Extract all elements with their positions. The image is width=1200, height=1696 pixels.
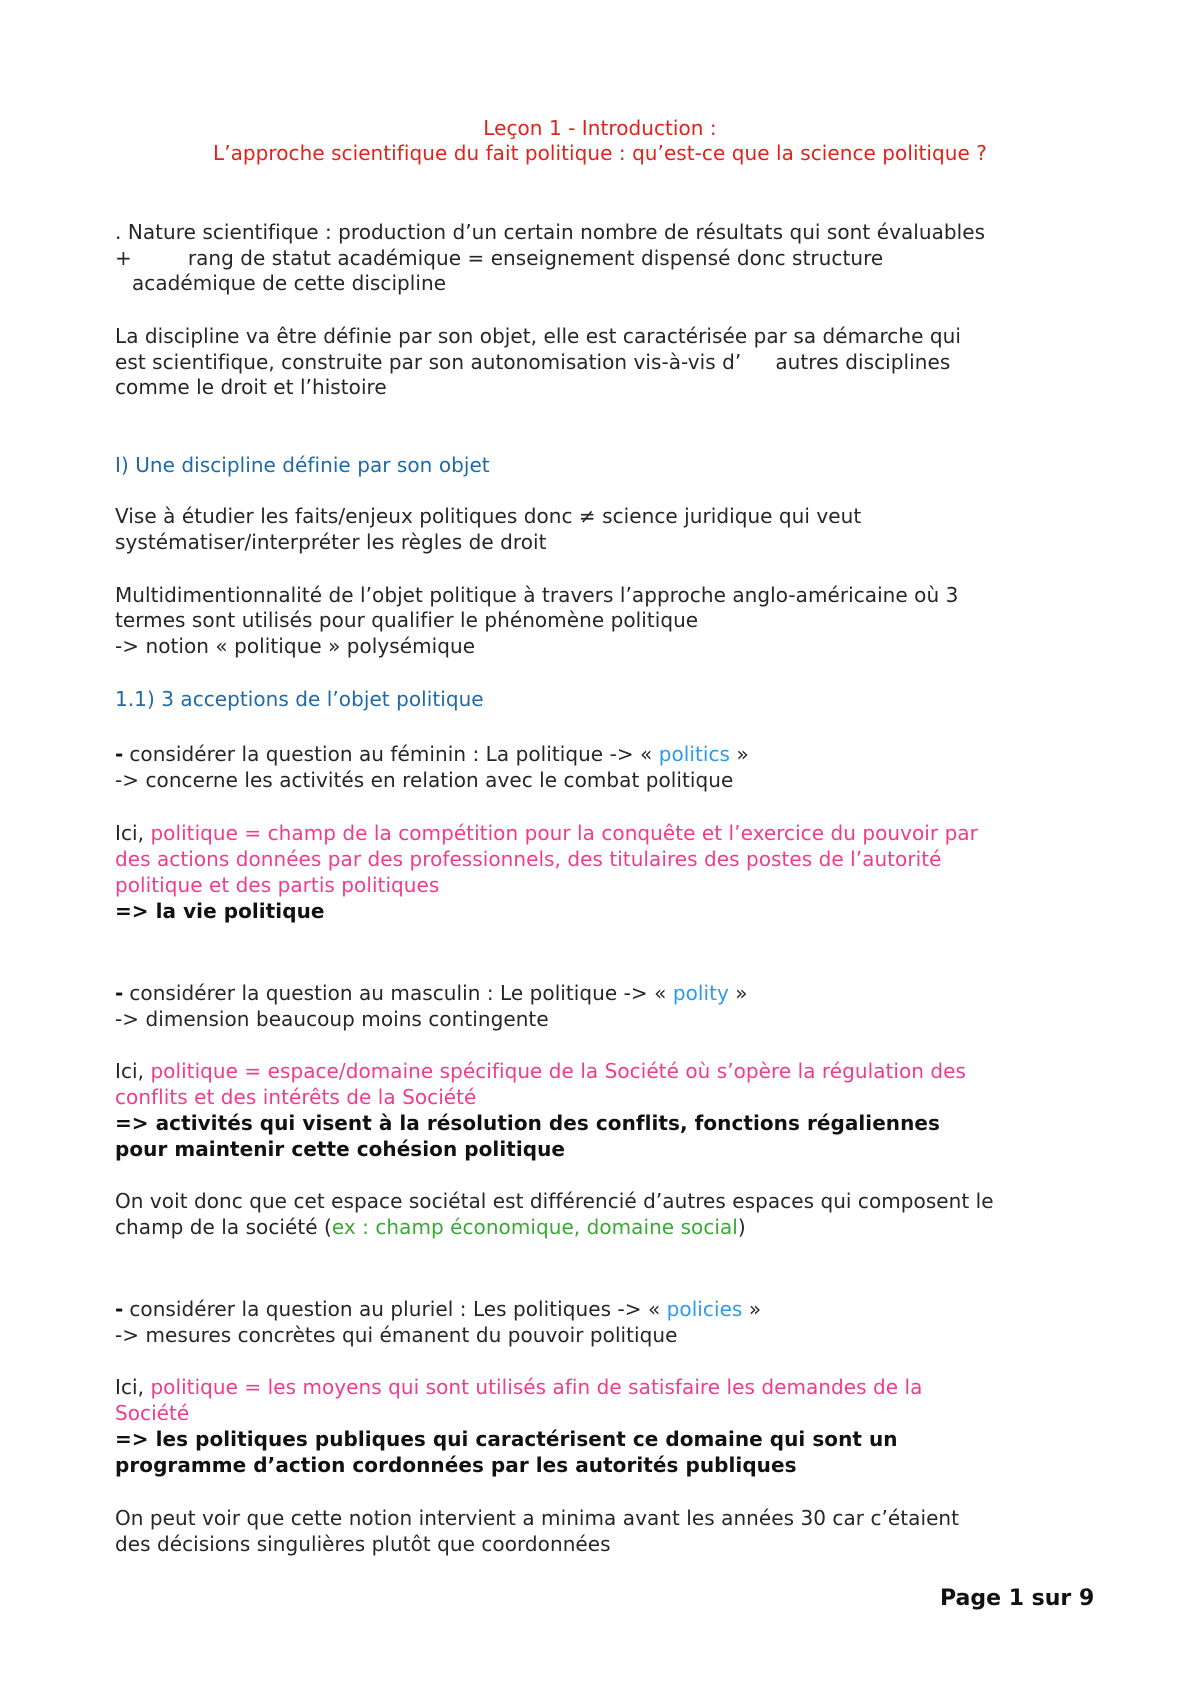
para1-line-2a: est scientifique, construite par son autonomisation vis-à-vis d’ (115, 350, 742, 374)
lesson-title: Leçon 1 - Introduction : (483, 116, 717, 140)
para1-line-1: La discipline va être définie par son objet, elle est caractérisée par sa démarche qui (115, 324, 961, 348)
polity-term: polity (672, 981, 729, 1005)
policies-close: » (748, 1297, 762, 1321)
policies-line-2: -> mesures concrètes qui émanent du pouvoir politique (115, 1323, 678, 1347)
policies-def-1: politique = les moyens qui sont utilisés afin de satisfaire les demandes de la (150, 1375, 923, 1399)
polity-note-line-1: On voit donc que cet espace sociétal est différencié d’autres espaces qui composent le (115, 1189, 994, 1213)
para1-line-3: comme le droit et l’histoire (115, 375, 387, 399)
ici-label: Ici, (115, 821, 145, 845)
polity-close: » (735, 981, 748, 1005)
section1-p2-line-2: termes sont utilisés pour qualifier le phénomène politique (115, 608, 699, 632)
section1-p1-line-2: systématiser/interpréter les règles de droit (115, 530, 547, 554)
para1-line-2b: autres disciplines (775, 350, 951, 374)
policies-def-line-1 (115, 1374, 922, 1400)
polity-conclusion-line-1: => activités qui visent à la résolution des conflits, fonctions régaliennes (115, 1111, 940, 1135)
politics-def-line-3: politique et des partis politiques (115, 873, 440, 897)
polity-note-line-2 (115, 1214, 746, 1240)
policies-intro: considérer la question au pluriel : Les politiques -> « (129, 1297, 661, 1321)
bullet-dash: - (115, 981, 124, 1005)
lesson-subtitle: L’approche scientifique du fait politique : qu’est-ce que la science politique ? (213, 141, 987, 165)
politics-term: politics (658, 742, 731, 766)
ici-label: Ici, (115, 1375, 145, 1399)
policies-conclusion-line-2: programme d’action cordonnées par les autorités publiques (115, 1453, 797, 1477)
policies-conclusion-line-1: => les politiques publiques qui caractérisent ce domaine qui sont un (115, 1427, 898, 1451)
plus-sign: + (115, 246, 132, 270)
politics-intro: considérer la question au féminin : La politique -> « (129, 742, 653, 766)
section-heading-1: I) Une discipline définie par son objet (115, 453, 490, 477)
subsection-heading: 1.1) 3 acceptions de l’objet politique (115, 687, 484, 711)
polity-def-line-1 (115, 1058, 966, 1084)
policies-term: policies (666, 1297, 743, 1321)
politics-close: » (736, 742, 749, 766)
page-number: Page 1 sur 9 (940, 1586, 1095, 1611)
polity-intro-line (115, 980, 748, 1006)
polity-line-2: -> dimension beaucoup moins contingente (115, 1007, 549, 1031)
politics-intro-line (115, 741, 749, 767)
intro-line-2 (115, 245, 883, 271)
politics-def-line-1 (115, 820, 978, 846)
policies-def-line-2: Société (115, 1401, 190, 1425)
para1-line-2 (115, 349, 950, 375)
politics-def-1: politique = champ de la compétition pour la conquête et l’exercice du pouvoir par (150, 821, 978, 845)
bullet-dash: - (115, 1297, 124, 1321)
polity-conclusion-line-2: pour maintenir cette cohésion politique (115, 1137, 566, 1161)
section1-p2-line-1: Multidimentionnalité de l’objet politique à travers l’approche anglo-américaine où 3 (115, 583, 959, 607)
polity-intro: considérer la question au masculin : Le politique -> « (129, 981, 667, 1005)
section1-p2-line-3: -> notion « politique » polysémique (115, 634, 476, 658)
policies-note-line-1: On peut voir que cette notion intervient a minima avant les années 30 car c’étaient (115, 1506, 960, 1530)
section1-p1-line-1: Vise à étudier les faits/enjeux politiques donc ≠ science juridique qui veut (115, 504, 862, 528)
intro-line-3: académique de cette discipline (132, 271, 447, 295)
ici-label: Ici, (115, 1059, 145, 1083)
policies-note-line-2: des décisions singulières plutôt que coordonnées (115, 1532, 611, 1556)
polity-note-2a: champ de la société ( (115, 1215, 332, 1239)
politics-def-line-2: des actions données par des professionnels, des titulaires des postes de l’autorité (115, 847, 942, 871)
bullet-dash: - (115, 742, 124, 766)
politics-conclusion: => la vie politique (115, 899, 325, 923)
polity-note-example: ex : champ économique, domaine social (331, 1215, 738, 1239)
polity-def-line-2: conflits et des intérêts de la Société (115, 1085, 477, 1109)
polity-def-1: politique = espace/domaine spécifique de la Société où s’opère la régulation des (150, 1059, 966, 1083)
politics-line-2: -> concerne les activités en relation avec le combat politique (115, 768, 734, 792)
policies-intro-line (115, 1296, 761, 1322)
intro-line-2-text: rang de statut académique = enseignement dispensé donc structure (187, 246, 884, 270)
polity-note-2b: ) (737, 1215, 746, 1239)
intro-line-1: . Nature scientifique : production d’un certain nombre de résultats qui sont évaluables (115, 220, 986, 244)
